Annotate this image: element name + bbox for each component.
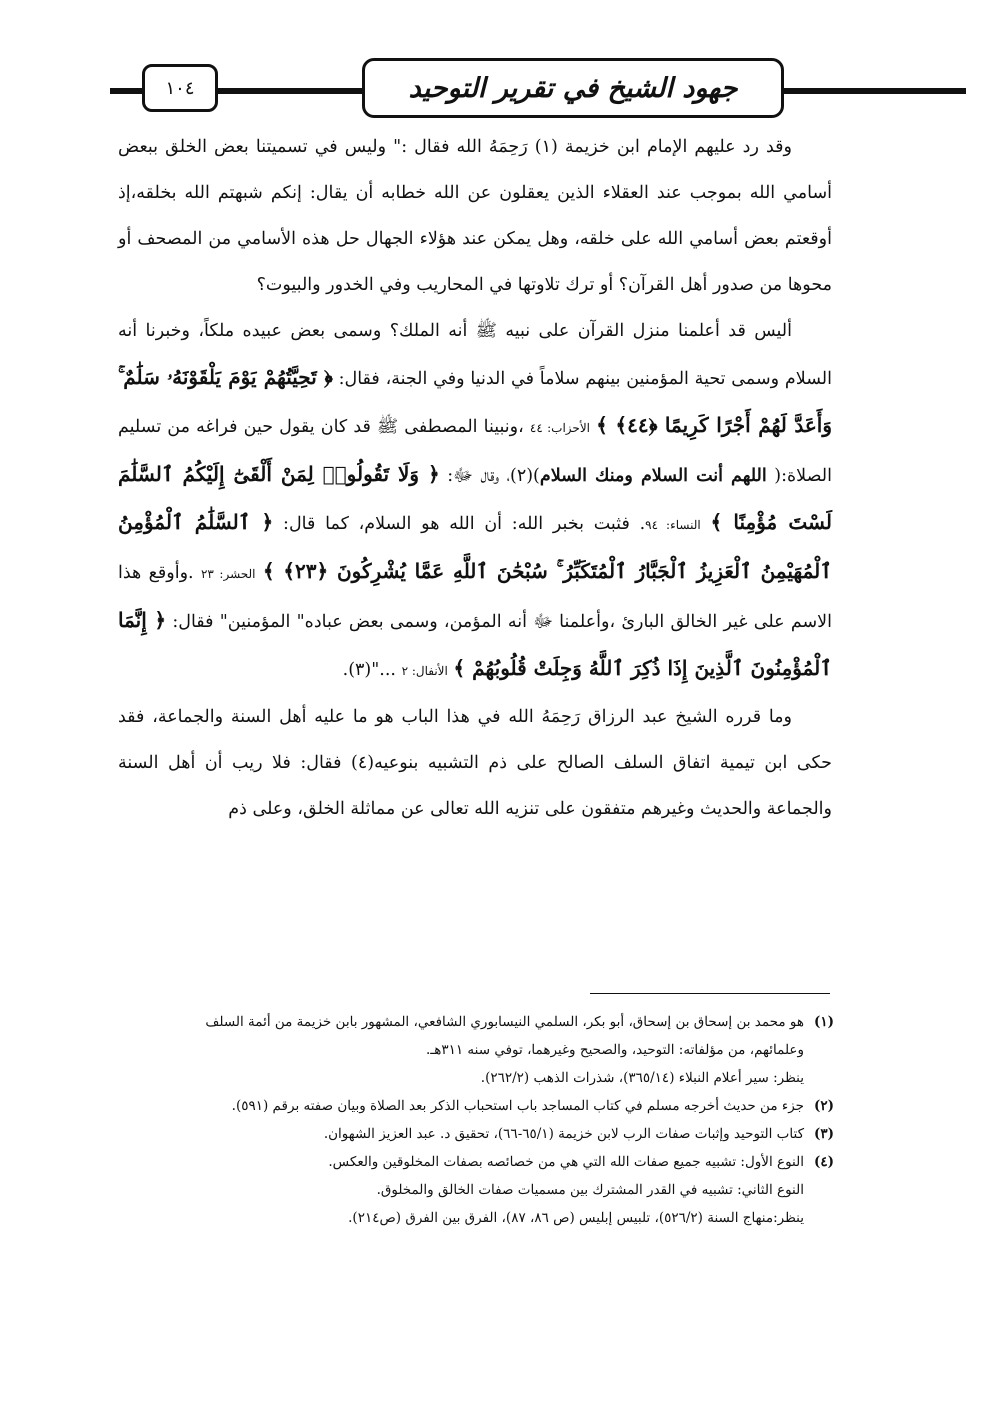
footnote-line: ينظر:منهاج السنة (٥٢٦/٢)، تلبيس إبليس (ص ٨٦، ٨٧)، الفرق بين الفرق (ص٢١٤). [348,1210,804,1226]
footnote-number: (٢) [813,1098,834,1114]
footnotes [118,1008,834,1232]
footnote-line: النوع الثاني: تشبيه في القدر المشترك بين مسميات صفات الخالق والمخلوق. [376,1182,804,1198]
footnote-number: (٤) [813,1154,834,1170]
footnote-line: وعلمائهم، من مؤلفاته: التوحيد، والصحيح وغيرهما، توفي سنه ٣١١هـ. [426,1042,804,1058]
footnote-line: جزء من حديث أخرجه مسلم في كتاب المساجد باب استحباب الذكر بعد الصلاة وبيان صفته برقم (٥٩١). [231,1098,804,1114]
footnote-separator [590,993,830,994]
page-number: ١٠٤ [142,64,218,112]
hadith-text: اللهم أنت السلام ومنك السلام [539,466,767,486]
main-text [118,124,832,832]
running-title: جهود الشيخ في تقرير التوحيد [362,58,784,118]
paragraph-2 [118,308,832,694]
footnote-4 [118,1148,834,1176]
paragraph-2-part-c: )(٢)، وقال ﷻ: [439,466,540,486]
footnote-line: النوع الأول: تشبيه جميع صفات الله التي هي من خصائصه بصفات المخلوقين والعكس. [328,1154,804,1170]
quran-verse-4: ﴿ إِنَّمَا ٱلْمُؤْمِنُونَ ٱلَّذِينَ إِذَا ذُكِرَ ٱللَّهُ وَجِلَتْ قُلُوبُهُمْ ﴾ [118,608,832,680]
header-rule-middle [218,88,362,94]
paragraph-2-part-f: ..."(٣). [342,660,402,680]
paragraph-2-part-d: . فثبت بخبر الله: أن الله هو السلام، كما قال: [273,514,646,534]
footnote-2 [118,1092,834,1120]
quran-verse-3: ﴿ ٱلسَّلَٰمُ ٱلْمُؤْمِنُ ٱلْمُهَيْمِنُ ٱلْعَزِيزُ ٱلْجَبَّارُ ٱلْمُتَكَبِّرُ ۚ سُبْحَٰنَ ٱللَّهِ عَمَّا يُشْرِكُونَ ﴿٢٣﴾ ﴾ [118,510,832,583]
paragraph-2-part-e: .وأوقع هذا الاسم على غير الخالق البارئ ،وأعلمنا ﷻ أنه المؤمن، وسمى بعض عباده" المؤمنين" فقال: [118,563,832,632]
quran-verse-2: ﴿ وَلَا تَقُولُوا۟ لِمَنْ أَلْقَىٰٓ إِلَيْكُمُ ٱلسَّلَٰمَ لَسْتَ مُؤْمِنًا ﴾ [118,462,832,534]
paragraph-1: وقد رد عليهم الإمام ابن خزيمة (١) رَحِمَهُ الله فقال :" وليس في تسميتنا بعض الخلق ببعض أسامي الله بموجب عند العقلاء الذين يعقلون عن الله خطابه أن يقال: إنكم شبهتم الله بخلقه،إذ أوقعتم بعض أسامي الله على خلقه، وهل يمكن عند هؤلاء الجهال حل هذه الأسامي من المصحف أو محوها من صدور أهل القرآن؟ أو ترك تلاوتها في المحاريب وفي الخدور والبيوت؟ [118,137,832,295]
footnote-line: ينظر: سير أعلام النبلاء (٣٦٥/١٤)، شذرات الذهب (٢٦٢/٢). [480,1070,804,1086]
footnote-3 [118,1120,834,1148]
footnote-line: هو محمد بن إسحاق بن إسحاق، أبو بكر، السلمي النيسابوري الشافعي، المشهور بابن خزيمة من أئمة السلف [205,1014,804,1030]
page-header [0,0,992,120]
paragraph-2-part-a: أليس قد أعلمنا منزل القرآن على نبيه ﷺ أنه الملك؟ وسمى بعض عبيده ملكاً، وخبرنا أنه السلام وسمى تحية المؤمنين بينهم سلاماً في الدنيا وفي الجنة، فقال: [118,321,832,389]
verse-reference-3: الحشر: ٢٣ [200,567,256,581]
verse-reference-1: الأحزاب: ٤٤ [529,421,591,435]
quran-verse-1: ﴿ تَحِيَّتُهُمْ يَوْمَ يَلْقَوْنَهُۥ سَلَٰمٌ ۚ وَأَعَدَّ لَهُمْ أَجْرًا كَرِيمًا ﴿٤٤﴾ ﴾ [118,365,832,437]
footnote-line: كتاب التوحيد وإثبات صفات الرب لابن خزيمة (٦٥/١-٦٦)، تحقيق د. عبد العزيز الشهوان. [323,1126,804,1142]
footnote-number: (٣) [813,1126,834,1142]
header-rule-left [110,88,142,94]
paragraph-3: وما قرره الشيخ عبد الرزاق رَحِمَهُ الله في هذا الباب هو ما عليه أهل السنة والجماعة، فقد حكى ابن تيمية اتفاق السلف الصالح على ذم التشبيه بنوعيه(٤) فقال: فلا ريب أن أهل السنة والجماعة والحديث وغيرهم متفقون على تنزيه الله تعالى عن مماثلة الخلق، وعلى ذم [118,707,832,819]
header-rule-right [784,88,966,94]
paragraph-2-part-b: ،ونبينا المصطفى ﷺ قد كان يقول حين فراغه من تسليم الصلاة:( [118,417,832,486]
verse-reference-2: النساء: ٩٤ [645,518,701,532]
footnote-1 [118,1008,834,1036]
verse-reference-4: الأنفال: ٢ [401,664,448,678]
footnote-number: (١) [813,1014,834,1030]
